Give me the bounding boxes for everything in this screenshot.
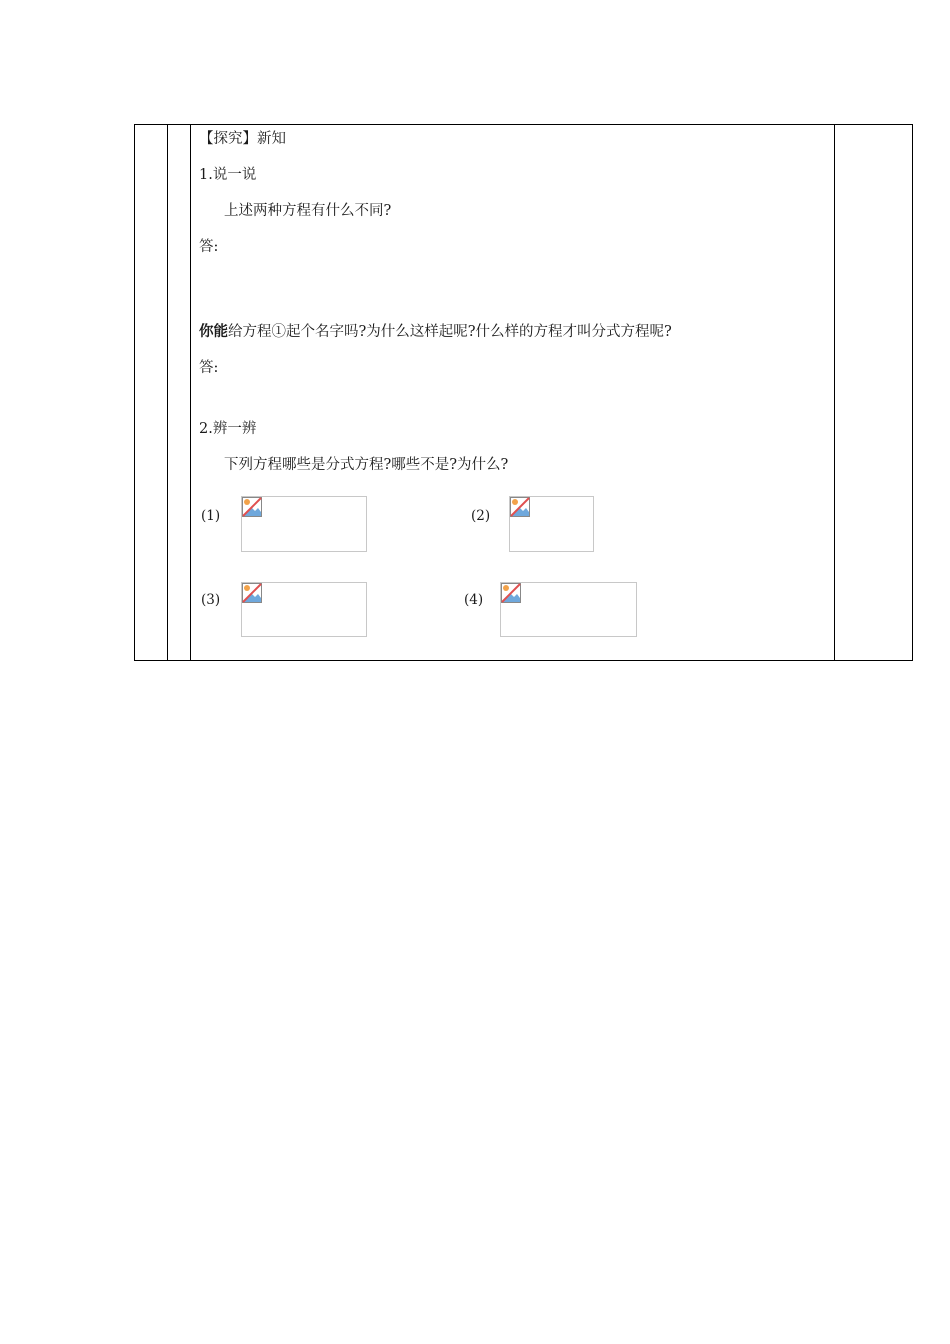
part2-heading: 2.辨一辨 [199,421,257,437]
equation-image-box [500,582,637,637]
equation-image-box [509,496,594,552]
table-column-divider [190,125,191,660]
answer-label: 答: [199,239,219,255]
part2-question: 下列方程哪些是分式方程?哪些不是?为什么? [224,457,509,473]
broken-image-icon [242,583,262,603]
part1-heading: 1.说一说 [199,167,257,183]
item-label: (2) [471,508,491,524]
table-column-divider [834,125,835,660]
equation-image-box [241,496,367,552]
lesson-table [134,124,913,661]
section-header: 【探究】新知 [199,131,286,147]
item-label: (1) [201,508,221,524]
part1-question: 上述两种方程有什么不同? [224,203,392,219]
answer-label: 答: [199,360,219,376]
broken-image-icon [501,583,521,603]
table-column-divider [167,125,168,660]
broken-image-icon [242,497,262,517]
followup-bold-text: 你能 [199,323,228,340]
followup-question [199,323,672,341]
followup-text: 给方程①起个名字吗?为什么这样起呢?什么样的方程才叫分式方程呢? [228,324,672,340]
broken-image-icon [510,497,530,517]
equation-image-box [241,582,367,637]
item-label: (3) [201,592,221,608]
item-label: (4) [464,592,484,608]
